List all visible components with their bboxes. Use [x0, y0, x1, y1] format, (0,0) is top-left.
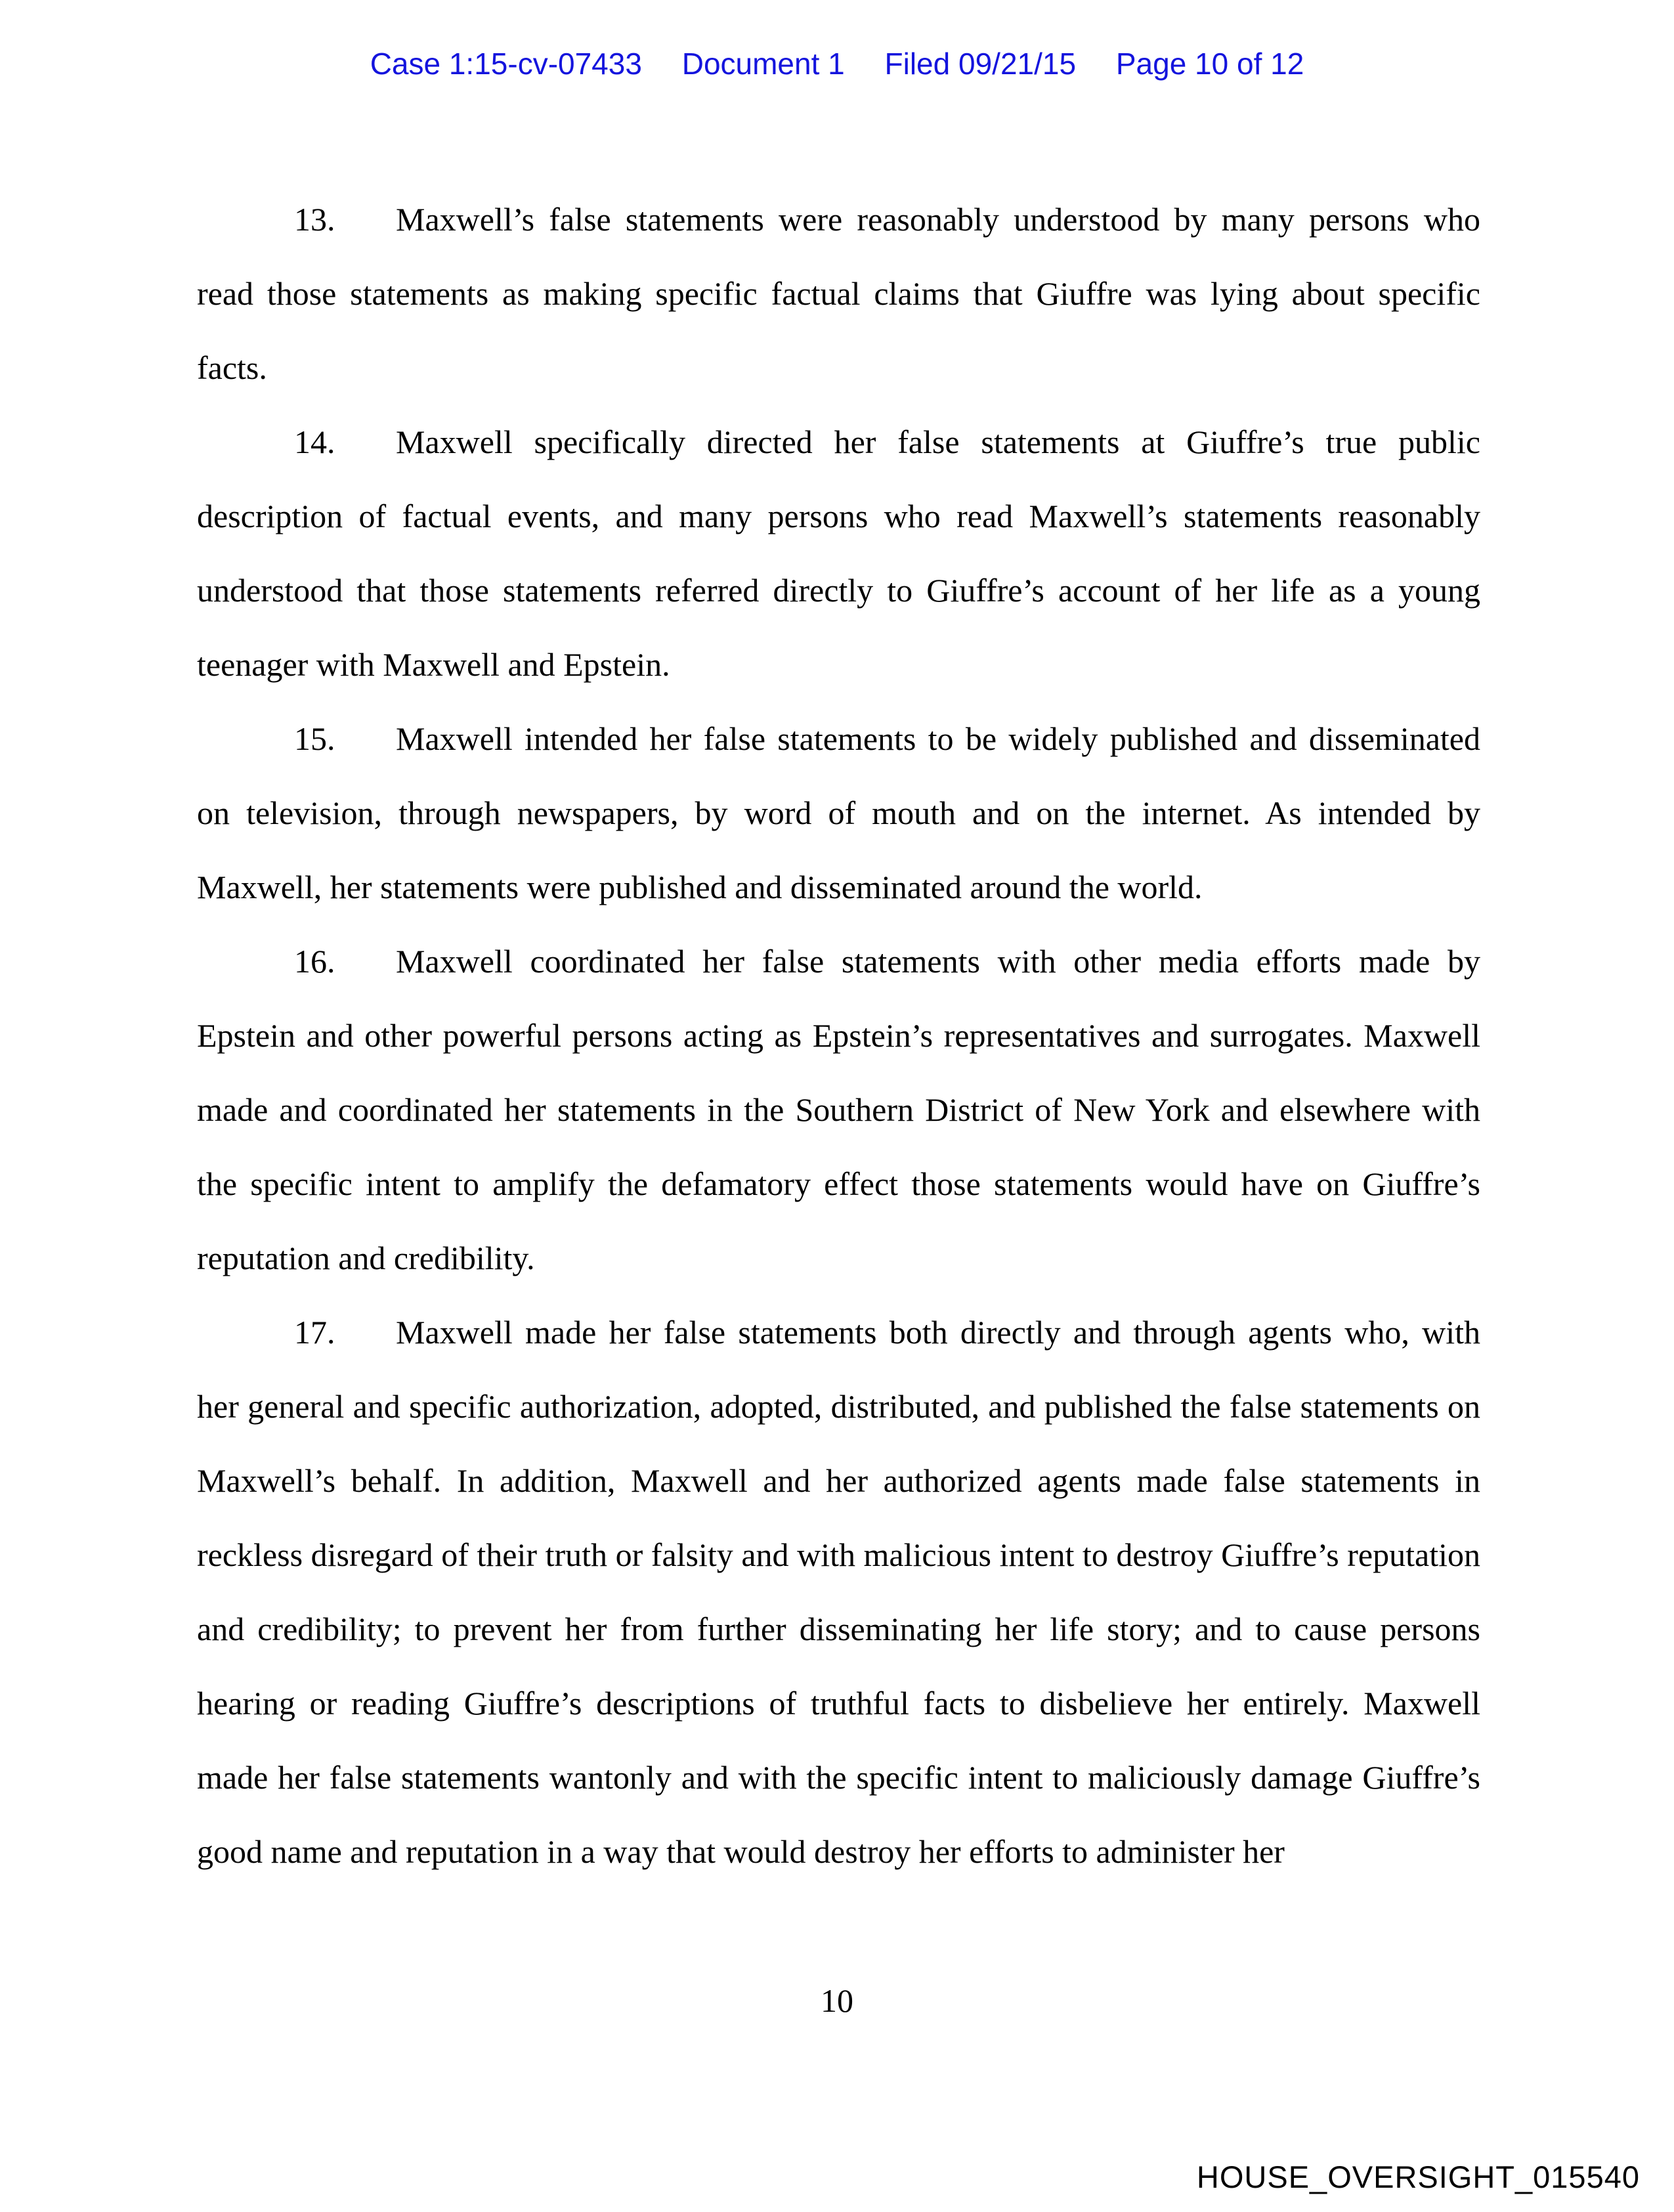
paragraph-text: Maxwell made her false statements both directly and through agents who, with her general and specific authorization, adopted, distributed, and published the false statements on Maxwell’s behalf. In addition, Maxwell and her authorized agents made false statements in reckless disregard of their truth or falsity and with malicious intent to destroy Giuffre’s reputation and credibility; to prevent her from further disseminating her life story; and to cause persons hearing or reading Giuffre’s descriptions of truthful facts to disbelieve her entirely. Maxwell made her false statements wantonly and with the specific intent to maliciously damage Giuffre’s good name and reputation in a way that would destroy her efforts to administer her [197, 1314, 1480, 1870]
paragraph-text: Maxwell intended her false statements to be widely published and disseminated on television, through newspapers, by word of mouth and on the internet. As intended by Maxwell, her statements were published and disseminated around the world. [197, 720, 1480, 905]
paragraph-13 [197, 183, 1480, 405]
paragraph-15 [197, 702, 1480, 924]
case-header-stamp [0, 46, 1674, 81]
document-body [197, 183, 1480, 1889]
paragraph-text: Maxwell coordinated her false statements with other media efforts made by Epstein and other powerful persons acting as Epstein’s representatives and surrogates. Maxwell made and coordinated her statements in the Southern District of New York and elsewhere with the specific intent to amplify the defamatory effect those statements would have on Giuffre’s reputation and credibility. [197, 943, 1480, 1276]
paragraph-number: 17. [294, 1314, 335, 1351]
paragraph-text: Maxwell specifically directed her false statements at Giuffre’s true public description of factual events, and many persons who read Maxwell’s statements reasonably understood that those statements referred directly to Giuffre’s account of her life as a young teenager with Maxwell and Epstein. [197, 423, 1480, 683]
paragraph-number: 15. [294, 720, 335, 757]
case-header-filed-date: Filed 09/21/15 [884, 47, 1077, 81]
bates-stamp: HOUSE_OVERSIGHT_015540 [1196, 2159, 1640, 2194]
paragraph-number: 16. [294, 943, 335, 980]
case-header-page-indicator: Page 10 of 12 [1115, 47, 1304, 81]
paragraph-text: Maxwell’s false statements were reasonably understood by many persons who read those statements as making specific factual claims that Giuffre was lying about specific facts. [197, 201, 1480, 386]
page-number: 10 [821, 1982, 853, 2019]
paragraph-14 [197, 405, 1480, 702]
paragraph-16 [197, 924, 1480, 1295]
paragraph-number: 13. [294, 201, 335, 238]
paragraph-17 [197, 1295, 1480, 1889]
case-header-case-number: Case 1:15-cv-07433 [370, 47, 642, 81]
case-header-document-number: Document 1 [681, 47, 845, 81]
paragraph-number: 14. [294, 423, 335, 460]
